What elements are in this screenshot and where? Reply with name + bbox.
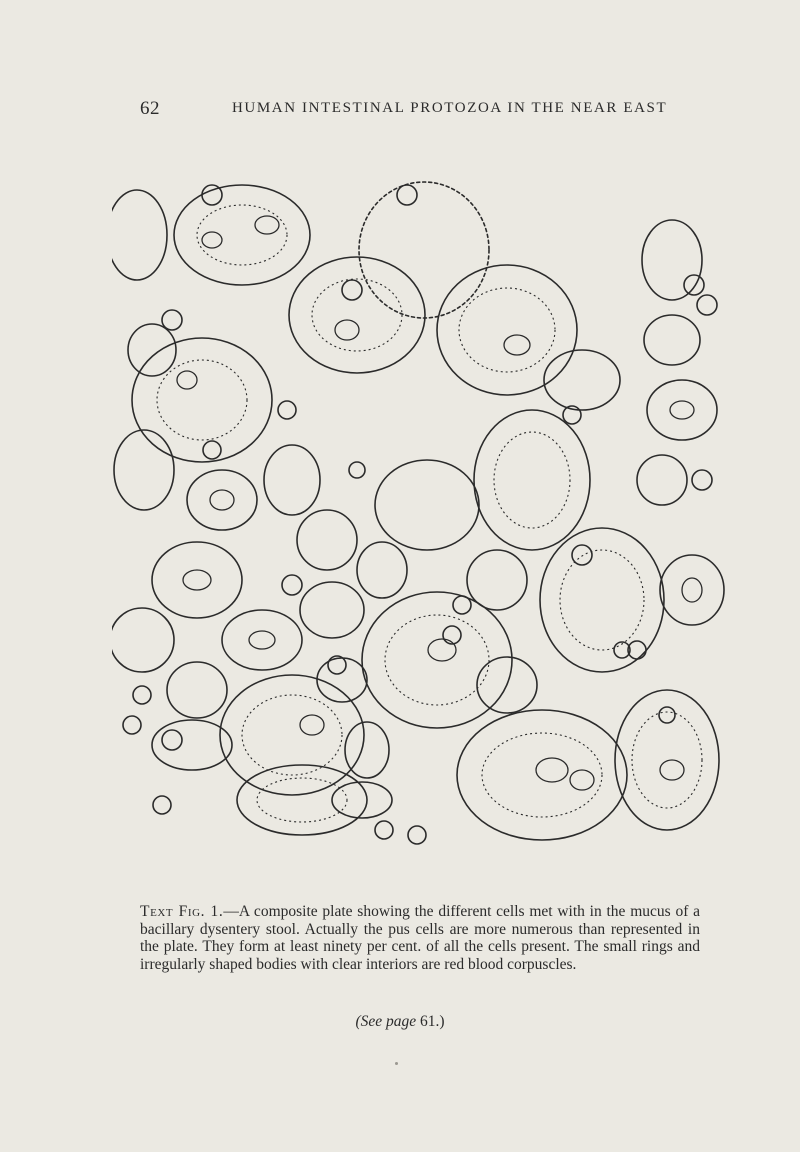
figure-caption-text: —A composite plate showing the different cells met with in the mucus of a bacillary dysentery stool. Actually the pus cells are more numerous than represented in the plate. They form at least ninety per cent. of all the cells present. The small rings and irregularly shaped bodies with clear interiors are red blood corpuscles. [140, 903, 701, 973]
page-reference-number: 61.) [420, 1013, 445, 1030]
paper-speck [395, 1062, 398, 1065]
page-reference [0, 1013, 800, 1031]
running-head: HUMAN INTESTINAL PROTOZOA IN THE NEAR EAST [232, 100, 668, 116]
figure-caption [140, 903, 700, 973]
page-number: 62 [140, 98, 160, 119]
figure-label: Text Fig. 1. [140, 903, 224, 920]
cell-plate-illustration [112, 180, 732, 880]
page-reference-prefix: (See page [355, 1013, 417, 1030]
